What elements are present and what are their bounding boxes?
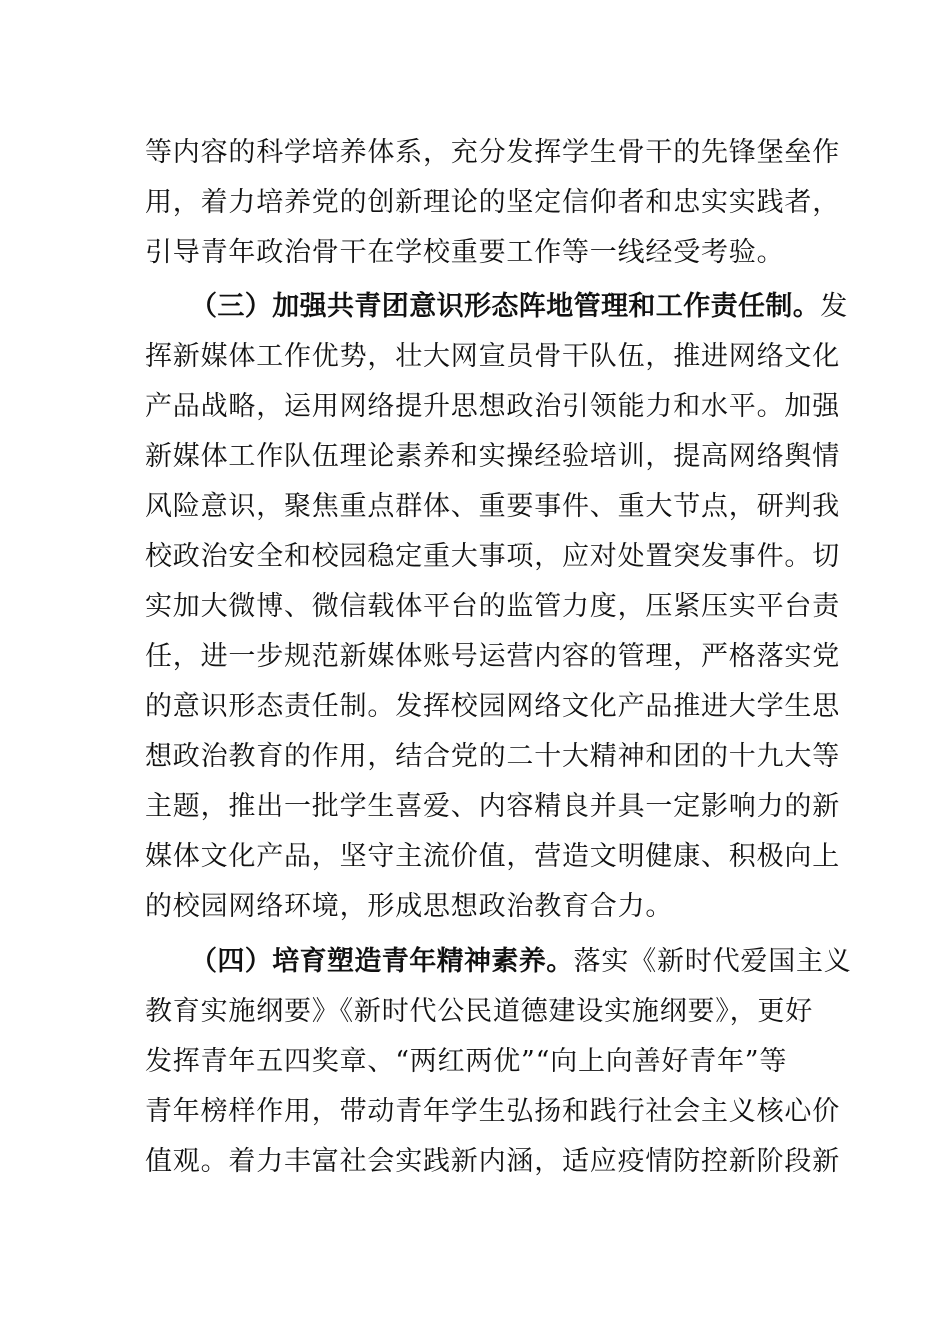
text-line: 校政治安全和校园稳定重大事项，应对处置突发事件。切 — [145, 541, 840, 572]
text-line: 想政治教育的作用，结合党的二十大精神和团的十九大等 — [145, 741, 840, 772]
section-3-first-line-tail: 发 — [820, 291, 849, 322]
text-line: 值观。着力丰富社会实践新内涵，适应疫情防控新阶段新 — [145, 1146, 840, 1177]
section-3-heading: （三）加强共青团意识形态阵地管理和工作责任制。 — [190, 291, 821, 322]
text-line: 新媒体工作队伍理论素养和实操经验培训，提高网络舆情 — [145, 441, 840, 472]
section-4-first-line — [190, 942, 852, 982]
text-line: 用，着力培养党的创新理论的坚定信仰者和忠实实践者， — [145, 187, 840, 218]
text-line: 任，进一步规范新媒体账号运营内容的管理，严格落实党 — [145, 641, 840, 672]
text-line: 发挥青年五四奖章、“两红两优”“向上向善好青年”等 — [145, 1046, 788, 1077]
text-line: 媒体文化产品，坚守主流价值，营造文明健康、积极向上 — [145, 841, 840, 872]
text-line: 产品战略，运用网络提升思想政治引领能力和水平。加强 — [145, 391, 840, 422]
text-line: 挥新媒体工作优势，壮大网宣员骨干队伍，推进网络文化 — [145, 341, 840, 372]
text-line: 主题，推出一批学生喜爱、内容精良并具一定影响力的新 — [145, 791, 840, 822]
section-4-heading: （四）培育塑造青年精神素养。 — [190, 946, 574, 977]
text-line: 青年榜样作用，带动青年学生弘扬和践行社会主义核心价 — [145, 1096, 840, 1127]
section-4-first-line-tail: 落实《新时代爱国主义 — [573, 946, 852, 977]
text-line: 实加大微博、微信载体平台的监管力度，压紧压实平台责 — [145, 591, 840, 622]
text-line: 的意识形态责任制。发挥校园网络文化产品推进大学生思 — [145, 691, 840, 722]
text-line: 等内容的科学培养体系，充分发挥学生骨干的先锋堡垒作 — [145, 137, 840, 168]
text-line: 教育实施纲要》《新时代公民道德建设实施纲要》，更好 — [145, 996, 813, 1027]
text-line: 引导青年政治骨干在学校重要工作等一线经受考验。 — [145, 237, 785, 268]
text-line: 风险意识，聚焦重点群体、重要事件、重大节点，研判我 — [145, 491, 840, 522]
text-line: 的校园网络环境，形成思想政治教育合力。 — [145, 891, 674, 922]
section-3-first-line — [190, 287, 849, 327]
